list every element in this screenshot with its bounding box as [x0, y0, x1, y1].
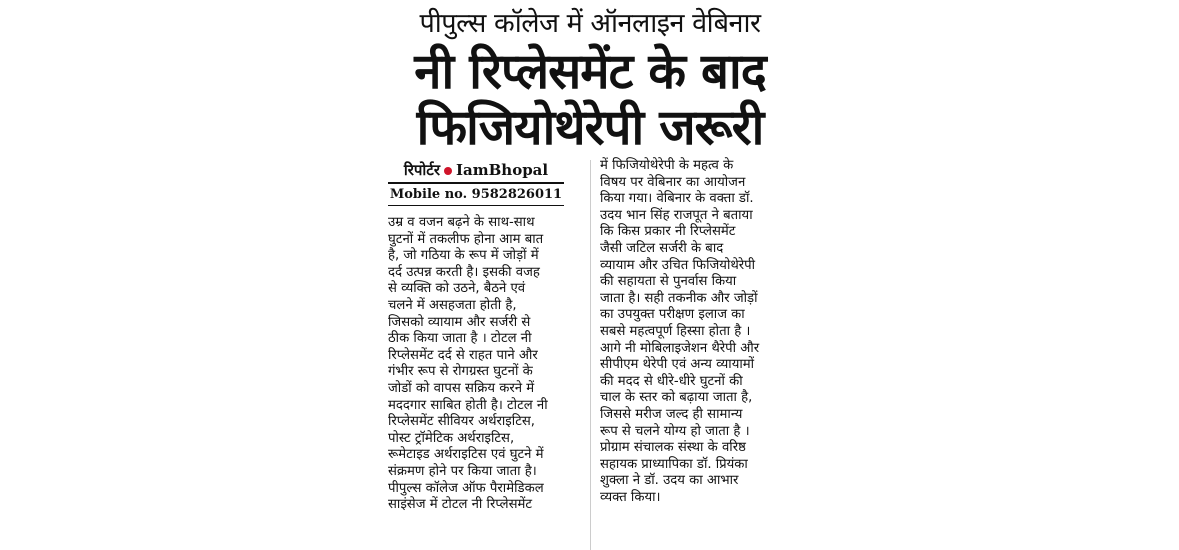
article-text-line: विषय पर वेबिनार का आयोजन	[600, 174, 746, 190]
byline-divider	[388, 182, 564, 184]
article-text-line: सहायक प्राध्यापिका डॉ. प्रियंका	[600, 456, 748, 472]
article-text-line: दर्द उत्पन्न करती है। इसकी वजह	[388, 264, 540, 280]
article-text-line: रिप्लेसमेंट दर्द से राहत पाने और	[388, 347, 538, 363]
article-text-line: की सहायता से पुनर्वास किया	[600, 274, 737, 290]
reporter-line	[388, 160, 564, 180]
article-text-line: की मदद से धीरे-धीरे घुटनों की	[600, 373, 743, 389]
article-text-line: व्यायाम और उचित फिजियोथेरेपी	[600, 257, 756, 273]
article-text-line: सबसे महत्वपूर्ण हिस्सा होता है ।	[600, 323, 751, 339]
byline	[388, 160, 564, 206]
article-kicker: पीपुल्स कॉलेज में ऑनलाइन वेबिनार	[419, 8, 761, 39]
article-text-line: पीपुल्स कॉलेज ऑफ पैरामेडिकल	[388, 480, 544, 496]
article-text-line: उम्र व वजन बढ़ने के साथ-साथ	[388, 215, 535, 230]
article-text-line: साइंसेज में टोटल नी रिप्लेसमेंट	[388, 497, 533, 513]
article-column-1	[388, 215, 580, 514]
article-text-line: से व्यक्ति को उठने, बैठने एवं	[388, 281, 526, 297]
reporter-label: रिपोर्टर	[403, 161, 440, 179]
article-text-line: का उपयुक्त परीक्षण इलाज का	[600, 307, 745, 323]
article-text-line: घुटनों में तकलीफ होना आम बात	[388, 231, 544, 247]
article-text-line: जिसको व्यायाम और सर्जरी से	[388, 314, 531, 330]
article-text-line: पोस्ट ट्रॉमेटिक अर्थराइटिस,	[388, 430, 515, 446]
article-text-line: जैसी जटिल सर्जरी के बाद	[600, 240, 724, 256]
article-text-line: शुक्ला ने डॉ. उदय का आभार	[600, 473, 739, 489]
article-column-2	[600, 158, 792, 506]
article-text-line: जोडों को वापस सक्रिय करने में	[388, 380, 535, 396]
reporter-name: IamBhopal	[456, 161, 549, 179]
article-text-line: व्यक्त किया।	[600, 489, 661, 505]
article-text-line: सीपीएम थेरेपी एवं अन्य व्यायामों	[600, 357, 755, 373]
article-text-line: उदय भान सिंह राजपूत ने बताया	[600, 207, 753, 223]
article-text-line: रूमेटाइड अर्थराइटिस एवं घुटने में	[388, 447, 544, 463]
article-text-line: प्रोग्राम संचालक संस्था के वरिष्ठ	[600, 440, 746, 456]
article-text-line: रूप से चलने योग्य हो जाता है ।	[600, 423, 750, 439]
article-text-line: जिससे मरीज जल्द ही सामान्य	[600, 406, 743, 422]
headline-line-1: नी रिप्लेसमेंट के बाद	[414, 43, 766, 100]
article-text-line: मददगार साबित होती है। टोटल नी	[388, 397, 548, 413]
article-text-line: है, जो गठिया के रूप में जोड़ों में	[388, 248, 539, 264]
reporter-mobile: Mobile no. 9582826011	[389, 187, 563, 202]
article-headline	[380, 44, 800, 156]
byline-divider-bottom	[388, 205, 564, 206]
article-text-line: ठीक किया जाता है । टोटल नी	[388, 331, 532, 347]
red-dot-icon	[444, 167, 452, 175]
article-text-line: किया गया। वेबिनार के वक्ता डॉ.	[600, 191, 754, 207]
article-text-line: आगे नी मोबिलाइजेशन थैरेपी और	[600, 340, 760, 356]
column-divider	[590, 160, 591, 550]
article-text-line: चलने में असहजता होती है,	[388, 297, 517, 313]
article-text-line: रिप्लेसमेंट सीवियर अर्थराइटिस,	[388, 414, 535, 430]
article-text-line: चाल के स्तर को बढ़ाया जाता है,	[600, 390, 753, 406]
article-text-line: में फिजियोथेरेपी के महत्व के	[600, 158, 734, 173]
article-text-line: जाता है। सही तकनीक और जोड़ों	[600, 290, 758, 306]
article-text-line: संक्रमण होने पर किया जाता है।	[388, 463, 537, 479]
article-text-line: कि किस प्रकार नी रिप्लेसमेंट	[600, 224, 736, 240]
article-text-line: गंभीर रूप से रोगग्रस्त घुटनों के	[388, 364, 533, 380]
headline-line-2: फिजियोथेरेपी जरूरी	[416, 99, 764, 156]
